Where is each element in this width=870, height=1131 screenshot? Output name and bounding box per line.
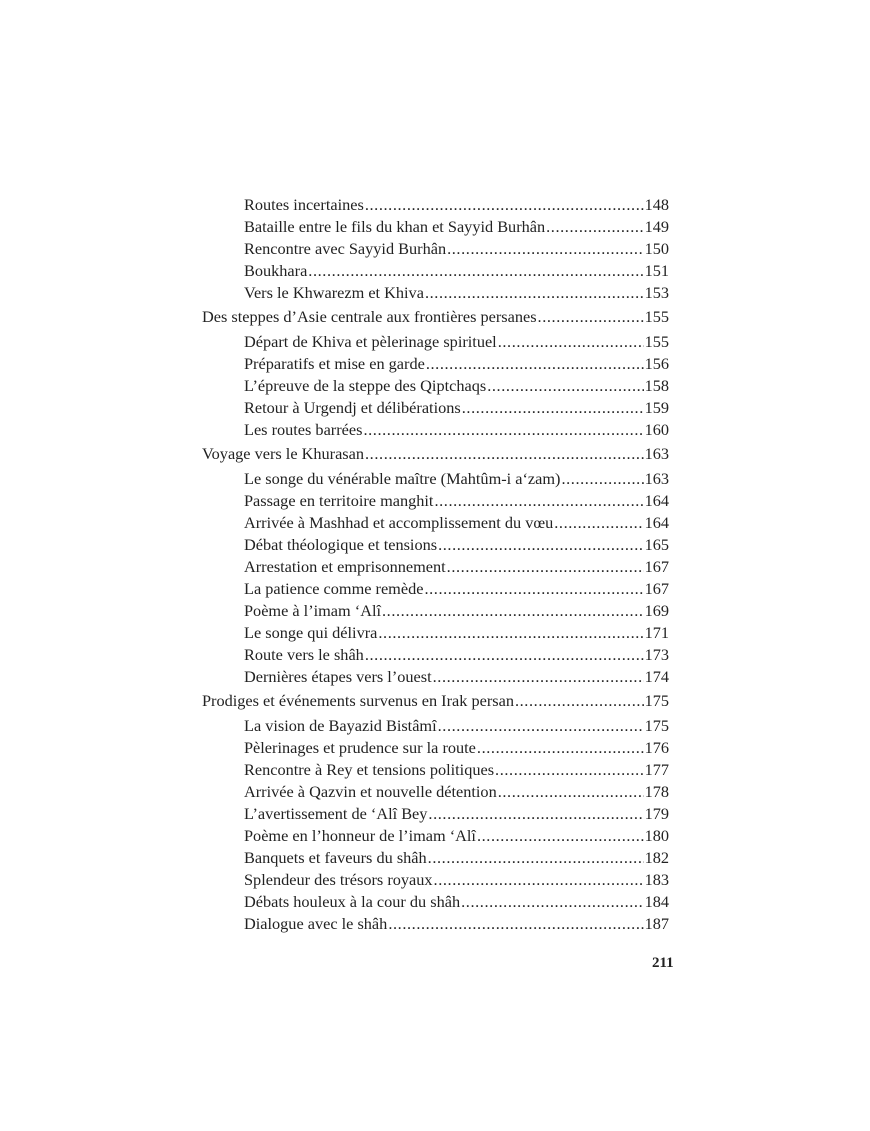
toc-entry-page: 167 bbox=[644, 557, 669, 576]
toc-entry bbox=[244, 490, 669, 512]
dot-leader bbox=[434, 869, 644, 891]
toc-entry-page: 148 bbox=[644, 195, 669, 214]
toc-entry-title: Arrivée à Qazvin et nouvelle détention bbox=[244, 782, 497, 801]
toc-section bbox=[202, 690, 669, 712]
toc-entry-title: Dernières étapes vers l’ouest bbox=[244, 667, 432, 686]
toc-entry bbox=[244, 282, 669, 304]
toc-entry-page: 182 bbox=[644, 848, 669, 867]
toc-entry-title: La vision de Bayazid Bistâmî bbox=[244, 716, 437, 735]
toc-entry-title: Arrivée à Mashhad et accomplissement du vœu bbox=[244, 513, 554, 532]
toc-entry-title: Débat théologique et tensions bbox=[244, 535, 438, 554]
toc-entry-page: 158 bbox=[644, 376, 669, 395]
toc-entry-page: 153 bbox=[644, 283, 669, 302]
dot-leader bbox=[434, 490, 643, 512]
toc-entry-title: L’avertissement de ‘Alî Bey bbox=[244, 804, 428, 823]
toc-entry-page: 175 bbox=[644, 716, 669, 735]
toc-entry-page: 150 bbox=[644, 239, 669, 258]
toc-section-title: Voyage vers le Khurasan bbox=[202, 444, 365, 463]
toc-entry bbox=[244, 869, 669, 891]
toc-entry-page: 176 bbox=[644, 738, 669, 757]
toc-entry bbox=[244, 419, 669, 441]
toc-entry-page: 174 bbox=[644, 667, 669, 686]
toc-entry-page: 179 bbox=[644, 804, 669, 823]
dot-leader bbox=[495, 759, 644, 781]
toc-entry-title: Banquets et faveurs du shâh bbox=[244, 848, 427, 867]
toc-entry bbox=[244, 803, 669, 825]
toc-entry bbox=[244, 194, 669, 216]
toc-entry bbox=[244, 468, 669, 490]
toc-entry bbox=[244, 260, 669, 282]
toc-entry-page: 177 bbox=[644, 760, 669, 779]
toc-entry bbox=[244, 397, 669, 419]
toc-entry-page: 151 bbox=[644, 261, 669, 280]
toc-entry-title: Rencontre avec Sayyid Burhân bbox=[244, 239, 447, 258]
dot-leader bbox=[308, 260, 643, 282]
dot-leader bbox=[447, 556, 644, 578]
toc-entry bbox=[244, 825, 669, 847]
toc-entry-title: Routes incertaines bbox=[244, 195, 364, 214]
toc-entry bbox=[244, 556, 669, 578]
toc-entry-page: 156 bbox=[644, 354, 669, 373]
toc-entry-page: 165 bbox=[644, 535, 669, 554]
dot-leader bbox=[477, 825, 644, 847]
dot-leader bbox=[498, 331, 644, 353]
toc-entry bbox=[244, 512, 669, 534]
toc-entry-page: 164 bbox=[644, 491, 669, 510]
toc-entry bbox=[244, 216, 669, 238]
toc-entry-title: L’épreuve de la steppe des Qiptchaqs bbox=[244, 376, 487, 395]
toc-entry-title: Bataille entre le fils du khan et Sayyid Burhân bbox=[244, 217, 546, 236]
toc-entry bbox=[244, 353, 669, 375]
dot-leader bbox=[382, 600, 644, 622]
toc-entry bbox=[244, 578, 669, 600]
toc-entry bbox=[244, 534, 669, 556]
toc-entry-title: Préparatifs et mise en garde bbox=[244, 354, 425, 373]
dot-leader bbox=[438, 715, 644, 737]
toc-entry-page: 171 bbox=[644, 623, 669, 642]
toc-section bbox=[202, 306, 669, 328]
dot-leader bbox=[426, 353, 644, 375]
toc-entry bbox=[244, 847, 669, 869]
dot-leader bbox=[438, 534, 644, 556]
dot-leader bbox=[363, 419, 643, 441]
table-of-contents bbox=[202, 194, 669, 935]
dot-leader bbox=[378, 622, 643, 644]
toc-entry bbox=[244, 666, 669, 688]
toc-entry-title: Pèlerinages et prudence sur la route bbox=[244, 738, 476, 757]
toc-entry bbox=[244, 644, 669, 666]
toc-entry-title: Splendeur des trésors royaux bbox=[244, 870, 433, 889]
dot-leader bbox=[388, 913, 643, 935]
toc-section-title: Des steppes d’Asie centrale aux frontières persanes bbox=[202, 307, 537, 326]
toc-entry-title: Route vers le shâh bbox=[244, 645, 364, 664]
toc-entry-page: 183 bbox=[644, 870, 669, 889]
dot-leader bbox=[462, 397, 644, 419]
toc-entry-title: Arrestation et emprisonnement bbox=[244, 557, 446, 576]
toc-section-page: 163 bbox=[644, 444, 669, 463]
dot-leader bbox=[538, 306, 644, 328]
toc-entry-page: 149 bbox=[644, 217, 669, 236]
dot-leader bbox=[424, 578, 643, 600]
dot-leader bbox=[487, 375, 643, 397]
toc-entry-page: 184 bbox=[644, 892, 669, 911]
toc-entry-page: 167 bbox=[644, 579, 669, 598]
toc-entry-title: Le songe qui délivra bbox=[244, 623, 378, 642]
dot-leader bbox=[433, 666, 644, 688]
toc-entry-title: Boukhara bbox=[244, 261, 308, 280]
toc-entry-page: 155 bbox=[644, 332, 669, 351]
dot-leader bbox=[561, 468, 643, 490]
dot-leader bbox=[515, 690, 644, 712]
toc-entry bbox=[244, 238, 669, 260]
toc-entry-title: Retour à Urgendj et délibérations bbox=[244, 398, 461, 417]
toc-entry-title: La patience comme remède bbox=[244, 579, 424, 598]
toc-entry bbox=[244, 737, 669, 759]
toc-section-page: 155 bbox=[644, 307, 669, 326]
toc-entry-title: Débats houleux à la cour du shâh bbox=[244, 892, 461, 911]
toc-entry-page: 159 bbox=[644, 398, 669, 417]
toc-entry bbox=[244, 913, 669, 935]
toc-entry-title: Rencontre à Rey et tensions politiques bbox=[244, 760, 495, 779]
toc-entry-page: 187 bbox=[644, 914, 669, 933]
dot-leader bbox=[554, 512, 643, 534]
toc-entry-title: Passage en territoire manghit bbox=[244, 491, 434, 510]
dot-leader bbox=[498, 781, 644, 803]
dot-leader bbox=[365, 194, 644, 216]
toc-entry-title: Les routes barrées bbox=[244, 420, 363, 439]
toc-entry bbox=[244, 715, 669, 737]
toc-entry-page: 180 bbox=[644, 826, 669, 845]
toc-entry bbox=[244, 375, 669, 397]
toc-section-title: Prodiges et événements survenus en Irak persan bbox=[202, 691, 514, 710]
toc-entry bbox=[244, 891, 669, 913]
toc-entry-title: Vers le Khwarezm et Khiva bbox=[244, 283, 424, 302]
dot-leader bbox=[477, 737, 644, 759]
dot-leader bbox=[461, 891, 643, 913]
dot-leader bbox=[365, 644, 644, 666]
toc-entry-title: Poème en l’honneur de l’imam ‘Alî bbox=[244, 826, 476, 845]
toc-entry bbox=[244, 781, 669, 803]
toc-entry-page: 160 bbox=[644, 420, 669, 439]
toc-entry bbox=[244, 759, 669, 781]
toc-entry-page: 173 bbox=[644, 645, 669, 664]
page-number: 211 bbox=[652, 955, 674, 971]
toc-section bbox=[202, 443, 669, 465]
toc-entry-page: 163 bbox=[644, 469, 669, 488]
dot-leader bbox=[428, 803, 643, 825]
toc-entry-title: Départ de Khiva et pèlerinage spirituel bbox=[244, 332, 497, 351]
toc-entry-page: 169 bbox=[644, 601, 669, 620]
toc-entry-title: Poème à l’imam ‘Alî bbox=[244, 601, 381, 620]
toc-section-page: 175 bbox=[644, 691, 669, 710]
dot-leader bbox=[365, 443, 644, 465]
dot-leader bbox=[425, 282, 644, 304]
toc-entry bbox=[244, 622, 669, 644]
toc-entry bbox=[244, 331, 669, 353]
dot-leader bbox=[428, 847, 644, 869]
toc-entry-page: 178 bbox=[644, 782, 669, 801]
toc-entry-page: 164 bbox=[644, 513, 669, 532]
dot-leader bbox=[447, 238, 643, 260]
toc-entry-title: Dialogue avec le shâh bbox=[244, 914, 388, 933]
toc-entry-title: Le songe du vénérable maître (Mahtûm-i a‘zam) bbox=[244, 469, 561, 488]
dot-leader bbox=[546, 216, 643, 238]
toc-entry bbox=[244, 600, 669, 622]
